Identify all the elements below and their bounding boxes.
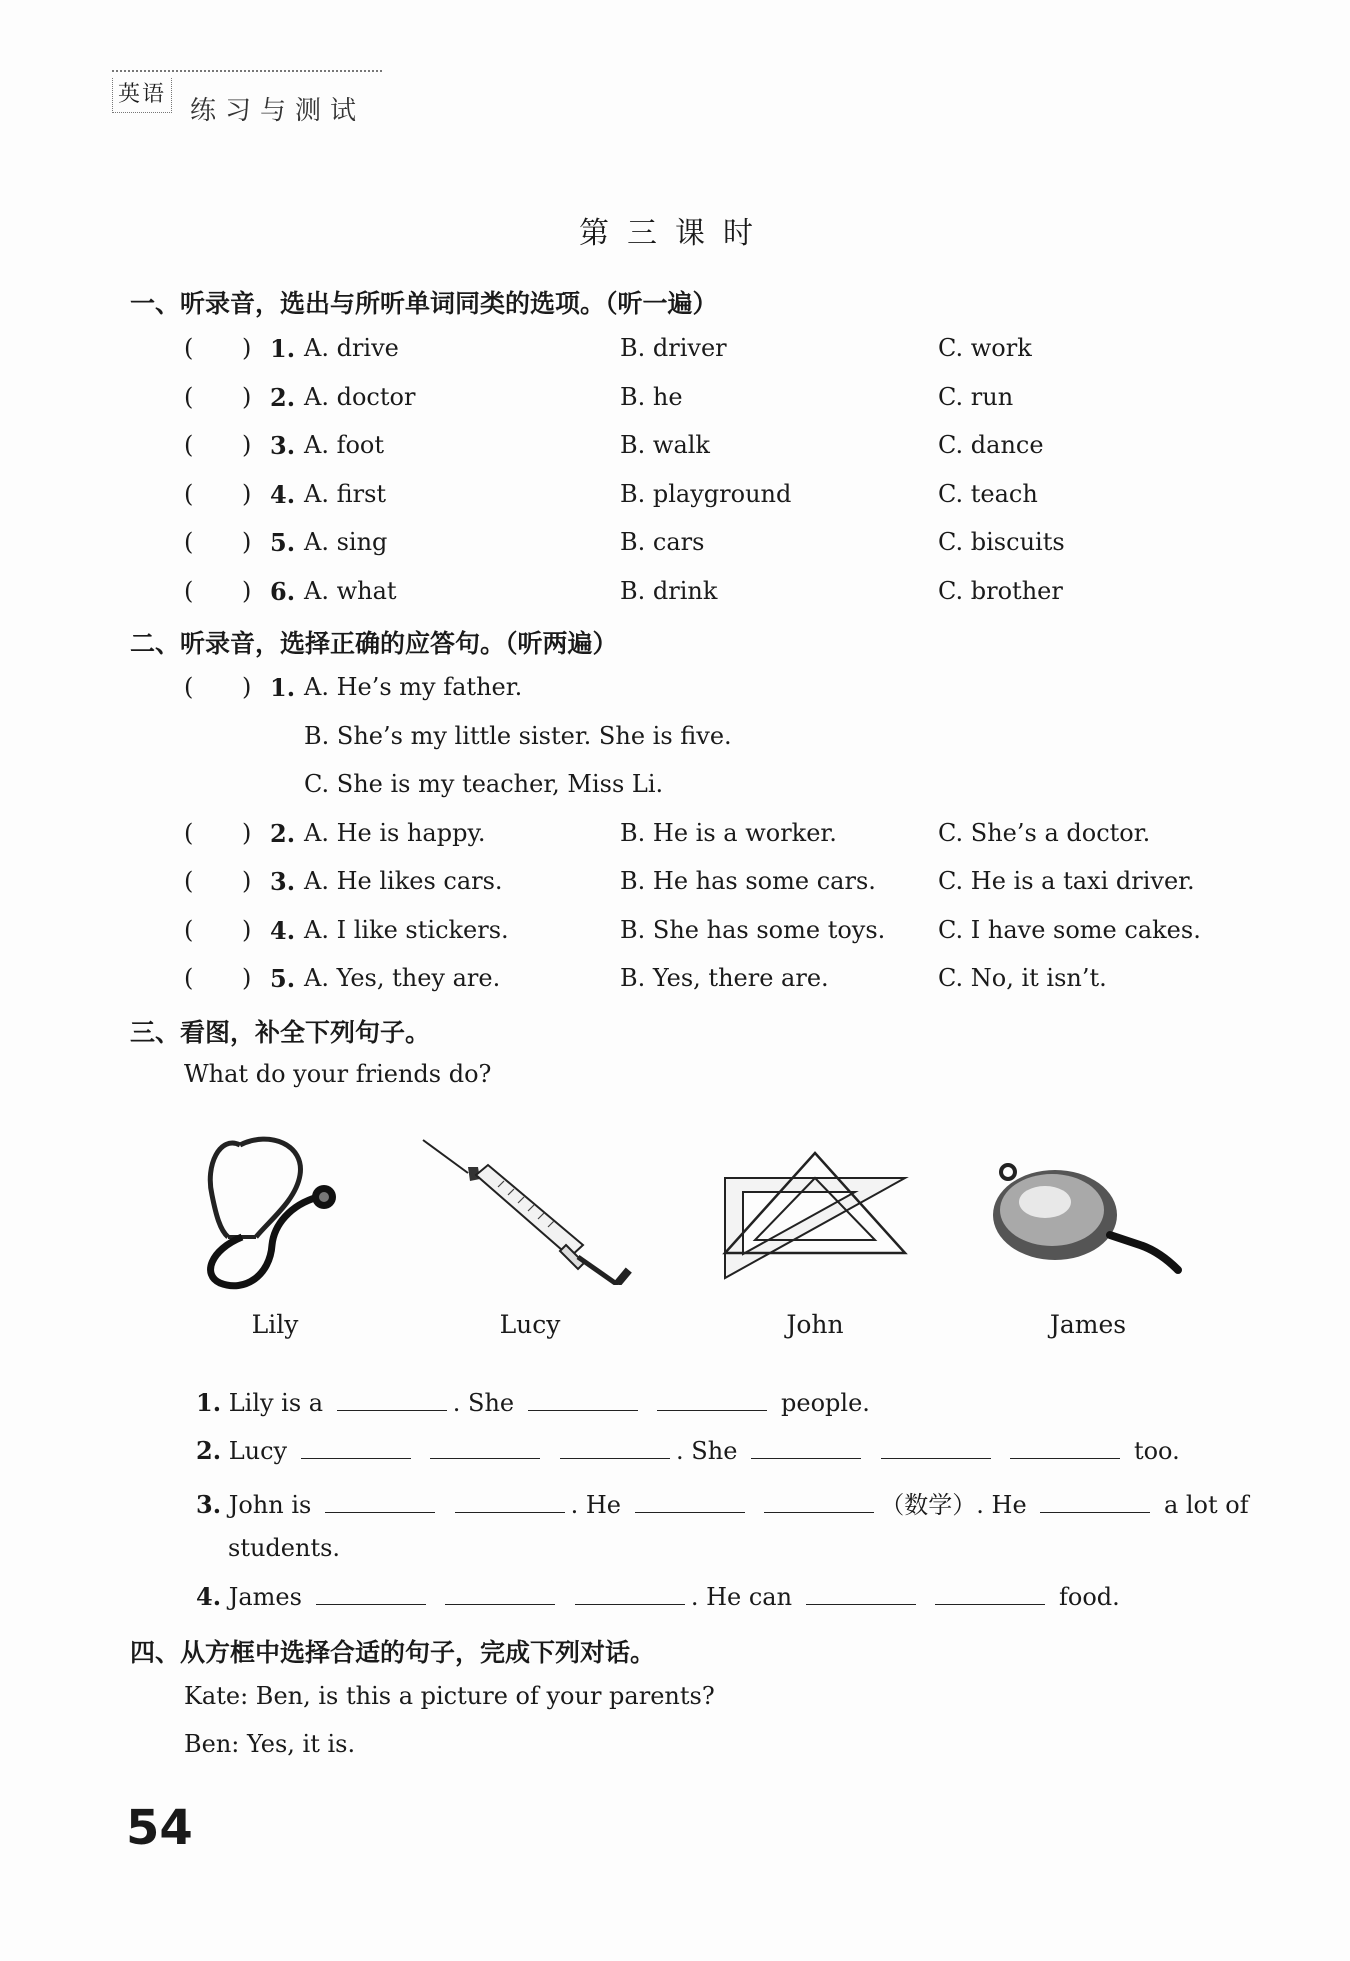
section3-title: 三、看图，补全下列句子。	[130, 1018, 431, 1047]
item-number: 5.	[270, 964, 296, 993]
option-a: A. He is happy.	[304, 819, 486, 847]
option-a: A. foot	[304, 431, 385, 459]
option-a: A. sing	[304, 528, 388, 556]
sentence-4	[196, 1582, 1120, 1611]
option-a: A. first	[304, 480, 387, 508]
item-number: 3.	[270, 867, 296, 896]
answer-blank[interactable]	[657, 1388, 767, 1411]
option-c: C. No, it isn’t.	[938, 964, 1107, 992]
dialogue-line: Ben: Yes, it is.	[184, 1730, 356, 1758]
header-dotted-rule	[112, 70, 382, 72]
option-c: C. work	[938, 334, 1032, 362]
option-b: B. Yes, there are.	[620, 964, 829, 992]
section1-title: 一、听录音，选出与所听单词同类的选项。（听一遍）	[130, 289, 718, 318]
book-name: 练习与测试	[190, 96, 366, 126]
option-a: A. Yes, they are.	[304, 964, 501, 992]
answer-blank[interactable]	[325, 1490, 435, 1513]
item-number: 1.	[270, 334, 296, 363]
sentence-text: Lily is a	[228, 1389, 324, 1417]
dialogue-line: Kate: Ben, is this a picture of your parents?	[184, 1682, 715, 1710]
answer-blank[interactable]	[935, 1582, 1045, 1605]
lesson-title: 第三课时	[579, 216, 771, 251]
option-b: B. playground	[620, 480, 792, 508]
sentence-text: Lucy	[228, 1437, 288, 1465]
sentence-3	[196, 1485, 1249, 1520]
answer-blank[interactable]	[455, 1490, 565, 1513]
sentence-text: （数学）. He	[880, 1491, 1027, 1519]
answer-blank[interactable]	[430, 1436, 540, 1459]
answer-blank[interactable]	[806, 1582, 916, 1605]
answer-blank[interactable]	[301, 1436, 411, 1459]
sentence-text: . She	[676, 1437, 738, 1465]
item-number: 3.	[270, 431, 296, 460]
answer-blank[interactable]	[764, 1490, 874, 1513]
option-b: B. He is a worker.	[620, 819, 837, 847]
option-c: C. She’s a doctor.	[938, 819, 1151, 847]
wok-icon	[990, 1160, 1190, 1290]
answer-blank[interactable]	[1040, 1490, 1150, 1513]
item-number: 1.	[196, 1388, 222, 1417]
option-b: B. he	[620, 383, 683, 411]
item-number: 2.	[196, 1436, 222, 1465]
sentence-text: James	[228, 1583, 302, 1611]
picture-name: John	[786, 1310, 844, 1339]
answer-blank[interactable]	[337, 1388, 447, 1411]
picture-name: Lucy	[499, 1310, 561, 1339]
item-number: 1.	[270, 673, 296, 702]
section2-title: 二、听录音，选择正确的应答句。（听两遍）	[130, 629, 618, 658]
option-c: C. run	[938, 383, 1014, 411]
sentence-text: a lot of	[1163, 1491, 1249, 1519]
answer-blank[interactable]	[635, 1490, 745, 1513]
item-number: 6.	[270, 577, 296, 606]
sentence-text: too.	[1133, 1437, 1180, 1465]
option-b: B. driver	[620, 334, 727, 362]
option-b: B. cars	[620, 528, 705, 556]
option-c: C. He is a taxi driver.	[938, 867, 1195, 895]
sentence-text: . He	[570, 1491, 621, 1519]
item-number: 4.	[270, 480, 296, 509]
option-b: B. walk	[620, 431, 710, 459]
answer-blank[interactable]	[316, 1582, 426, 1605]
picture-name: Lily	[251, 1310, 299, 1339]
option-a: A. drive	[304, 334, 399, 362]
item-number: 4.	[196, 1582, 222, 1611]
answer-blank[interactable]	[1010, 1436, 1120, 1459]
stethoscope-icon	[200, 1125, 350, 1295]
set-square-icon	[715, 1148, 915, 1288]
option-b: B. She’s my little sister. She is five.	[304, 722, 732, 750]
answer-blank[interactable]	[751, 1436, 861, 1459]
sentence-2	[196, 1436, 1180, 1465]
syringe-icon	[418, 1135, 638, 1285]
picture-name: James	[1049, 1310, 1127, 1339]
sentence-1	[196, 1388, 870, 1417]
option-c: C. biscuits	[938, 528, 1065, 556]
option-a: A. He’s my father.	[304, 673, 523, 701]
answer-blank[interactable]	[528, 1388, 638, 1411]
option-c: C. She is my teacher, Miss Li.	[304, 770, 664, 798]
item-number: 4.	[270, 916, 296, 945]
option-c: C. brother	[938, 577, 1063, 605]
answer-blank[interactable]	[560, 1436, 670, 1459]
answer-blank[interactable]	[575, 1582, 685, 1605]
sentence-text: people.	[781, 1389, 870, 1417]
sentence-text: . She	[452, 1389, 515, 1417]
section4-title: 四、从方框中选择合适的句子，完成下列对话。	[130, 1638, 656, 1667]
item-number: 3.	[196, 1490, 222, 1519]
option-a: A. He likes cars.	[304, 867, 503, 895]
section3-prompt: What do your friends do?	[184, 1060, 492, 1088]
sentence-3-continued: students.	[228, 1534, 341, 1562]
page-number: 54	[126, 1800, 193, 1856]
option-b: B. She has some toys.	[620, 916, 886, 944]
subject-label: 英语	[112, 78, 172, 113]
option-a: A. doctor	[304, 383, 416, 411]
sentence-text: food.	[1059, 1583, 1120, 1611]
option-a: A. I like stickers.	[304, 916, 509, 944]
option-c: C. dance	[938, 431, 1044, 459]
option-b: B. drink	[620, 577, 718, 605]
answer-blank[interactable]	[445, 1582, 555, 1605]
item-number: 2.	[270, 819, 296, 848]
option-b: B. He has some cars.	[620, 867, 876, 895]
item-number: 5.	[270, 528, 296, 557]
item-number: 2.	[270, 383, 296, 412]
option-a: A. what	[304, 577, 397, 605]
option-c: C. I have some cakes.	[938, 916, 1201, 944]
sentence-text: . He can	[690, 1583, 793, 1611]
option-c: C. teach	[938, 480, 1038, 508]
book-header	[112, 68, 382, 128]
sentence-text: John is	[228, 1491, 312, 1519]
answer-blank[interactable]	[881, 1436, 991, 1459]
